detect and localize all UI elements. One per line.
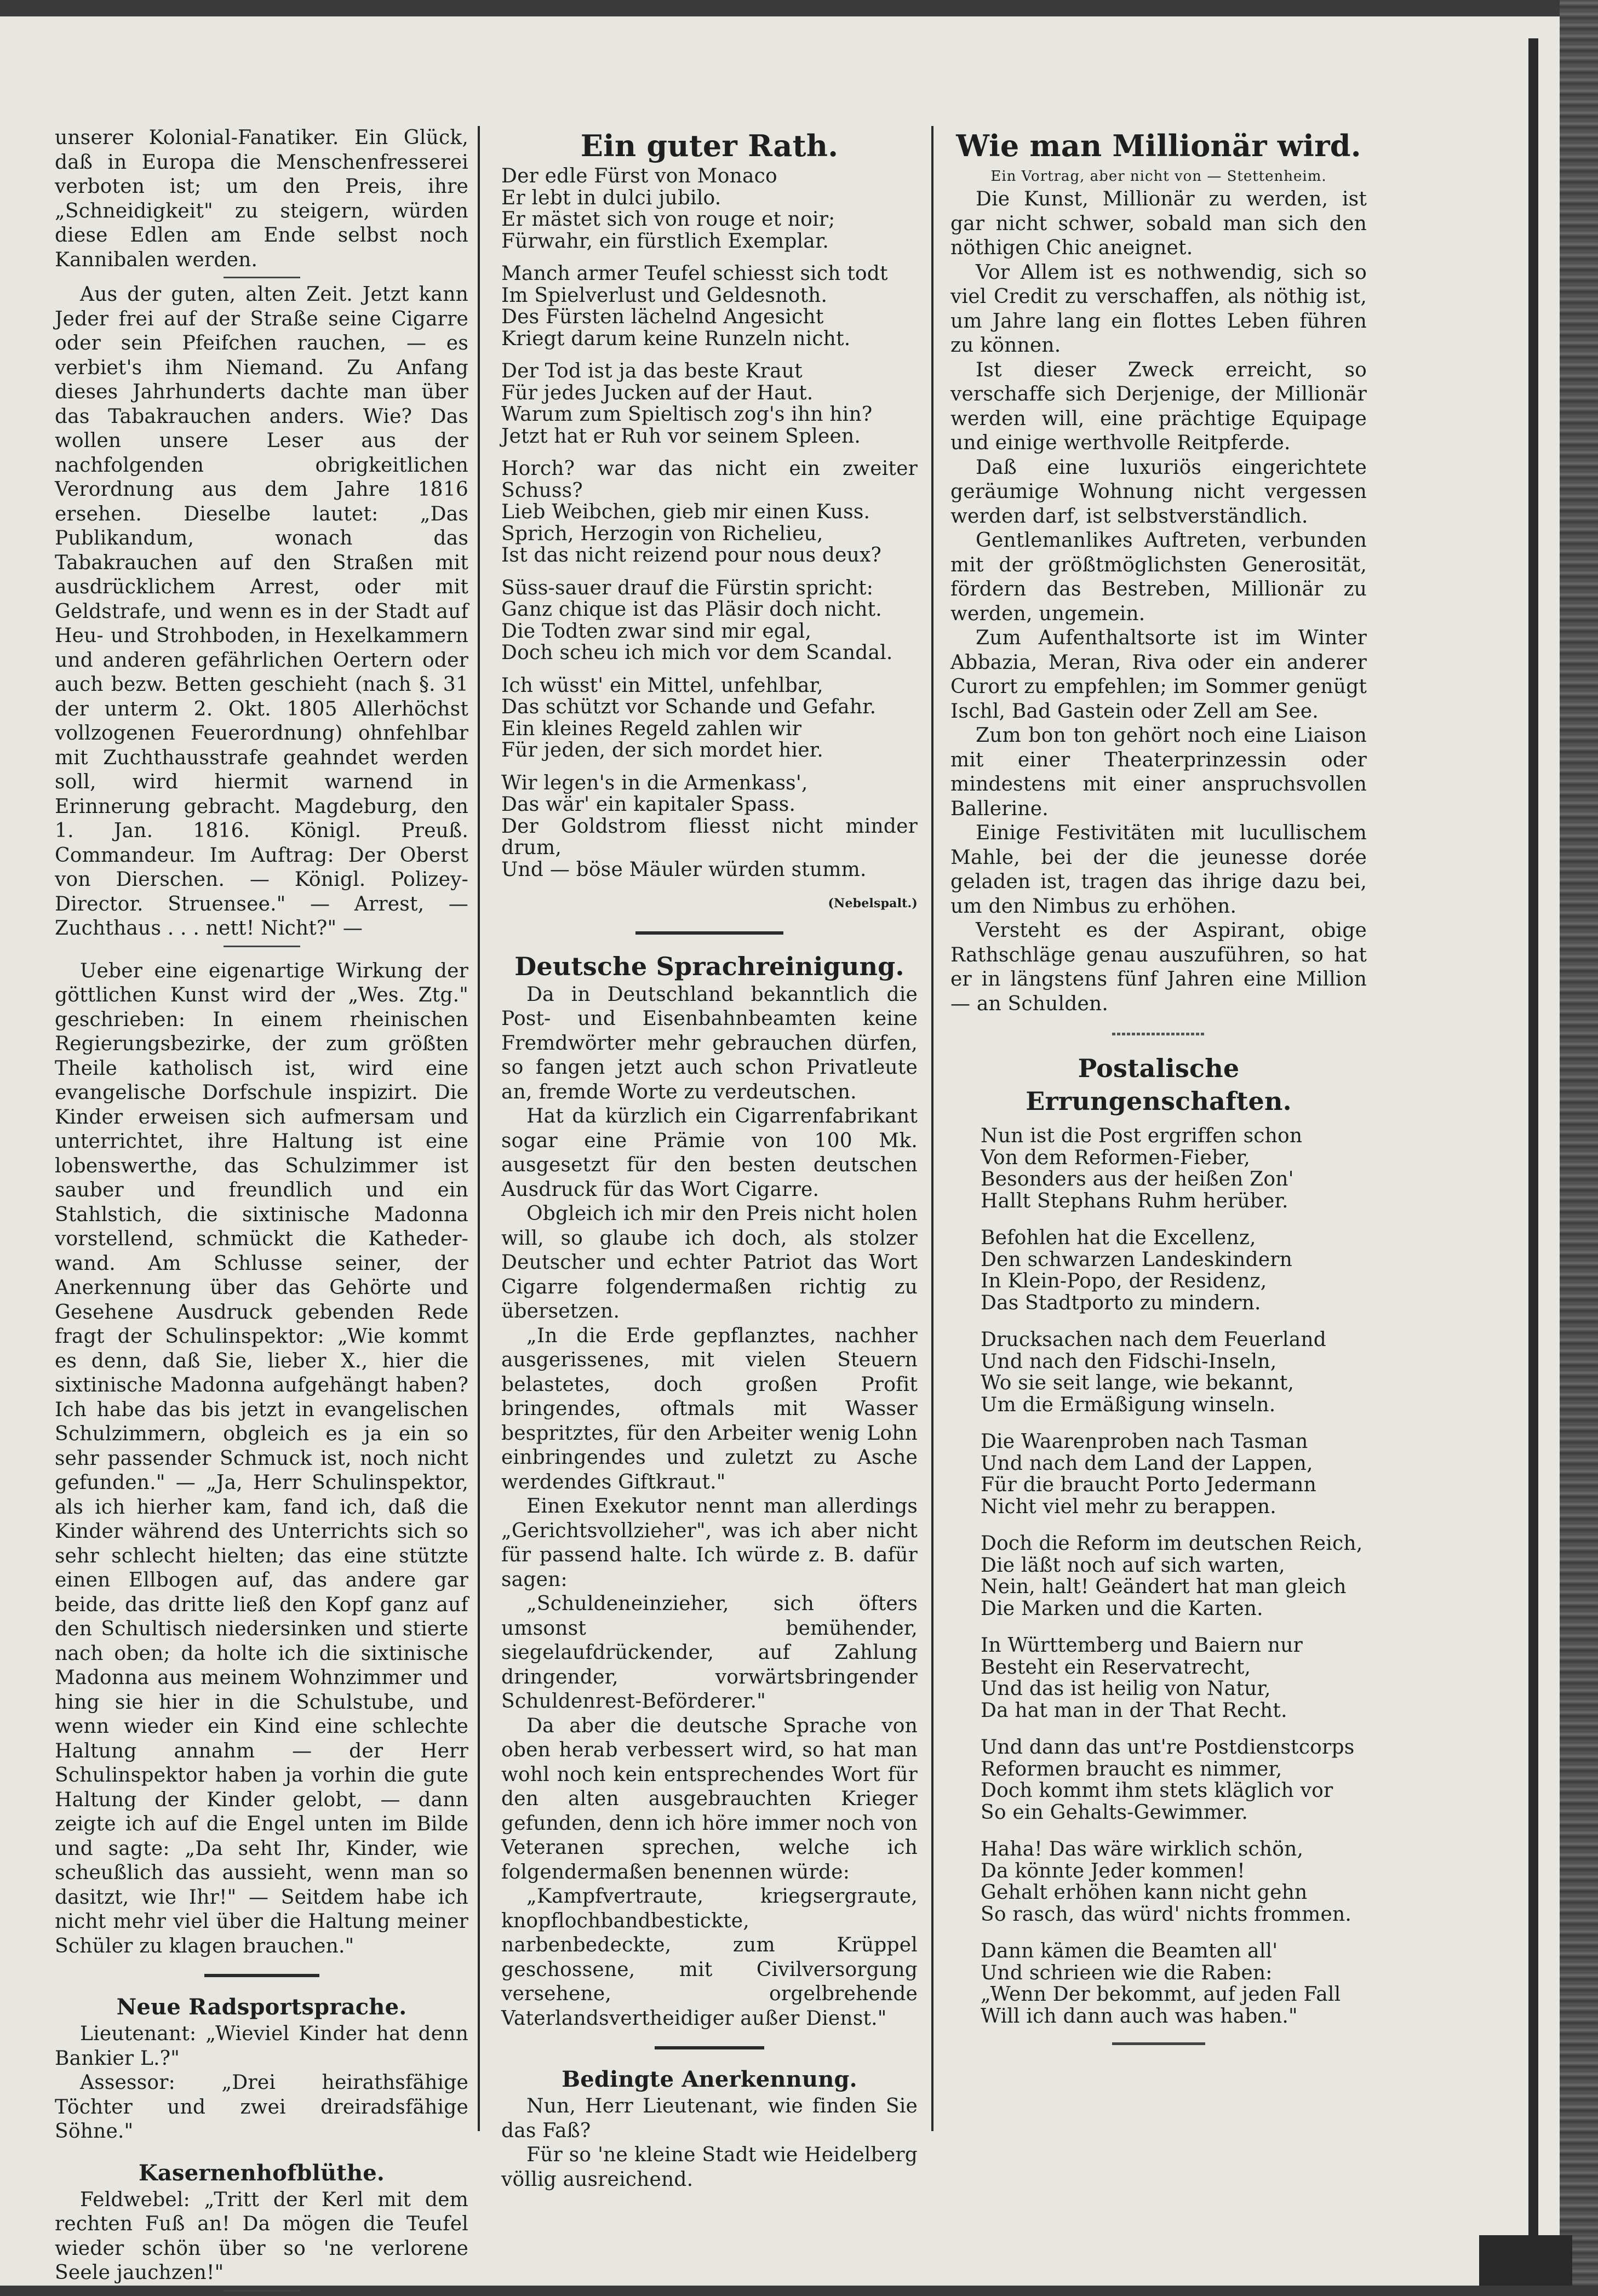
poem-stanza [501,772,918,881]
poem-stanza [501,577,918,664]
poem-line: Nein, halt! Geändert hat man gleich [981,1576,1347,1598]
poem-line: Befohlen hat die Excellenz, [981,1227,1256,1249]
article-text: Zum Aufenthaltsorte ist im Winter Abbazia, Meran, Riva oder ein anderer Curort zu empfehlen; im Sommer genügt Ischl, Bad Gastein oder Zell am See. [950,627,1367,723]
article-text: „Schuldeneinzieher, sich öfters umsonst bemühender, siegelaufdrückender, auf Zahlung dringender, vorwärtsbringender Schuldenrest-Beförderer." [501,1593,918,1713]
poem-line: Doch kommt ihm stets kläglich vor [981,1779,1333,1802]
article-text: Feldwebel: „Tritt der Kerl mit dem rechten Fuß an! Da mögen die Teufel wieder schön über so 'ne verlorene Seele jauchzen!" [55,2188,468,2284]
article-text: Ueber eine eigenartige Wirkung der göttlichen Kunst wird der „Wes. Ztg." geschrieben: In einem rheinischen Regierungsbezirke, der zum größten Theile katholisch ist, wird eine evangelische Dorfschule inspizirt. Die Kinder erweisen sich aufmersam und unterrichtet, ihre Haltung ist eine lobenswerthe, das Schulzimmer ist sauber und freundlich und ein Stahlstich, die sixtinische Madonna vorstellend, schmückt die Katheder-wand. Am Schlusse seiner, der Anerkennung über das Gehörte und Gesehene Ausdruck gebenden Rede fragt der Schulinspektor: „Wie kommt es denn, daß Sie, lieber X., hier die sixtinische Madonna aufgehängt haben? Ich habe das bis jetzt in evangelischen Schulzimmern, obgleich es ja ein so sehr passender Schmuck ist, noch nicht gefunden." — „Ja, Herr Schulinspektor, als ich hierher kam, fand ich, daß die Kinder während des Unterrichts sich so sehr schlecht hielten; das eine stützte einen Ellbogen auf, das andere gar beide, das dritte ließ den Kopf ganz auf den Schultisch niedersinken und stierte nach oben; da holte ich die sixtinische Madonna aus meinem Wohnzimmer und hing sie hier in die Schulstube, und wenn wieder ein Kind eine schlechte Haltung annahm — der Herr Schulinspektor haben ja vorhin die gute Haltung der Kinder gelobt, — dann zeigte ich auf die Engel unten im Bilde und sagte: „Da seht Ihr, Kinder, wie scheußlich das aussieht, wenn man so dasitzt, wie Ihr!" — Seitdem habe ich nicht mehr viel über die Haltung meiner Schüler zu klagen brauchen." [55,959,468,1957]
article-text: „Kampfvertraute, kriegsergraute, knopflochbandbestickte, narbenbedeckte, zum Krüppel geschossene, mit Civilversorgung versehene, orgelbrehende Vaterlandsvertheidiger außer Dienst." [501,1885,918,2030]
poem-stanza [981,1533,1367,1619]
poem-line: Doch scheu ich mich vor dem Scandal. [501,642,893,664]
page-corner-shadow [1479,2235,1572,2286]
article-text: Vor Allem ist es nothwendig, sich so viel Credit zu verschaffen, als nöthig ist, um Jahre lang ein flottes Leben führen zu können. [950,261,1367,357]
poem-line: Im Spielverlust und Geldesnoth. [501,284,828,307]
poem-line: Nun ist die Post ergriffen schon [981,1125,1303,1147]
poem-line: Und schrieen wie die Raben: [981,1961,1273,1984]
poem-line: Drucksachen nach dem Feuerland [981,1329,1327,1351]
poem-line: „Wenn Der bekommt, auf jeden Fall [981,1983,1341,2006]
poem-line: Will ich dann auch was haben." [981,2005,1298,2028]
article-text: Aus der guten, alten Zeit. Jetzt kann Jeder frei auf der Straße seine Cigarre oder sein Pfeifchen rauchen, — es verbiet's ihm Niemand. Zu Anfang dieses Jahrhunderts dachte man über das Tabakrauchen anders. Wie? Das wollen unsere Leser aus der nachfolgenden obrigkeitlichen Verordnung aus dem Jahre 1816 ersehen. Dieselbe lautet: „Das Publikandum, wonach das Tabakrauchen auf den Straßen mit ausdrücklichem Arrest, oder mit Geldstrafe, und wenn es in der Stadt auf Heu- und Strohboden, in Hexelkammern und anderen gefährlichen Oertern oder auch bezw. Betten geschieht (nach §. 31 der unterm 2. Okt. 1805 Allerhöchst vollzogenen Feuerordnung) ohnfehlbar mit Zuchthausstrafe geahndet werden soll, wird hiermit warnend in Erinnerung gebracht. Magdeburg, den 1. Jan. 1816. Königl. Preuß. Commandeur. Im Auftrag: Der Oberst von Dierschen. — Königl. Polizey-Director. Struensee." — Arrest, — Zuchthaus . . . nett! Nicht?" — [55,283,468,940]
poem-line: Ist das nicht reizend pour nous deux? [501,544,882,566]
separator [1112,2042,1205,2045]
poem-line: Die Waarenproben nach Tasman [981,1430,1308,1453]
separator [204,1974,319,1977]
poem-line: Lieb Weibchen, gieb mir einen Kuss. [501,501,870,523]
separator [1112,1033,1205,1035]
article-text: Die Kunst, Millionär zu werden, ist gar nicht schwer, sobald man sich den nöthigen Chic aneignet. [950,188,1367,259]
poem-stanza [501,165,918,252]
column-2 [501,126,918,2192]
poem-line: Ein kleines Regeld zahlen wir [501,717,802,740]
article-text: Daß eine luxuriös eingerichtete geräumige Wohnung nicht vergessen werden darf, ist selbstverständlich. [950,456,1367,528]
separator [655,2046,764,2049]
poem-line: Doch die Reform im deutschen Reich, [981,1532,1363,1555]
column-3 [950,126,1367,2049]
poem-stanza [981,1737,1367,1823]
poem-line: Der edle Fürst von Monaco [501,165,777,187]
poem-line: Das wär' ein kapitaler Spass. [501,793,796,816]
poem-line: Kriegt darum keine Runzeln nicht. [501,327,851,350]
separator [635,931,783,935]
poem-line: Ganz chique ist das Pläsir doch nicht. [501,598,882,621]
separator [224,946,300,947]
poem-line: Er mästet sich von rouge et noir; [501,208,835,231]
section-heading: Kasernenhofblüthe. [138,2160,385,2186]
article-text: Da aber die deutsche Sprache von oben herab verbessert wird, so hat man wohl noch kein entsprechendes Wort für den alten ausgebrauchten Krieger gefunden, denn ich höre immer noch von Veteranen sprechen, welche ich folgendermaßen benennen würde: [501,1714,918,1883]
page-edge-shadow [1528,38,1538,2257]
article-text: Einen Exekutor nennt man allerdings „Gerichtsvollzieher", was ich aber nicht für passend halte. Ich würde z. B. dafür sagen: [501,1495,918,1591]
poem-line: Für jedes Jucken auf der Haut. [501,381,814,404]
poem-line: Der Tod ist ja das beste Kraut [501,360,803,382]
article-text: Versteht es der Aspirant, obige Rathschläge genau auszuführen, so hat er in längstens fünf Jahren eine Million — an Schulden. [950,919,1367,1015]
poem-line: Sprich, Herzogin von Richelieu, [501,522,823,545]
poem-line: Süss-sauer drauf die Fürstin spricht: [501,576,874,599]
poem-line: So ein Gehalts-Gewimmer. [981,1801,1248,1824]
poem-line: Hallt Stephans Ruhm herüber. [981,1189,1288,1212]
poem-line: Die läßt noch auf sich warten, [981,1554,1285,1577]
poem-line: Besteht ein Reservatrecht, [981,1656,1251,1679]
article-text: Hat da kürzlich ein Cigarrenfabrikant sogar eine Prämie von 100 Mk. ausgesetzt für den besten deutschen Ausdruck für das Wort Cigarre. [501,1105,918,1201]
poem-line: Jetzt hat er Ruh vor seinem Spleen. [501,425,861,448]
poem-line: Die Todten zwar sind mir egal, [501,620,812,643]
poem-stanza [981,1839,1367,1925]
poem-line: Er lebt in dulci jubilo. [501,186,721,209]
poem-line: Gehalt erhöhen kann nicht gehn [981,1881,1308,1904]
poem-stanza [501,675,918,761]
article-text: „In die Erde gepflanztes, nachher ausgerissenes, mit vielen Steuern belastetes, doch großen Profit bringendes, oftmals mit Wasser bespritztes, für den Arbeiter wenig Lohn einbringendes und zuletzt zu Asche werdendes Giftkraut." [501,1324,918,1493]
article-text: Für so 'ne kleine Stadt wie Heidelberg völlig ausreichend. [501,2144,918,2191]
section-heading: Bedingte Anerkennung. [562,2066,857,2092]
poem-stanza [981,1940,1367,2027]
section-heading: Deutsche Sprachreinigung. [514,951,904,981]
article-text: Zum bon ton gehört noch eine Liaison mit einer Theaterprinzessin oder mindestens mit einer anspruchsvollen Ballerine. [950,724,1367,820]
poem-line: Besonders aus der heißen Zon' [981,1168,1294,1190]
poem-line: Warum zum Spieltisch zog's ihn hin? [501,403,873,426]
poem-line: Und — böse Mäuler würden stumm. [501,858,867,881]
poem-line: Und das ist heilig von Natur, [981,1677,1271,1700]
poem-stanza [501,263,918,350]
article-text: Einige Festivitäten mit lucullischem Mahle, bei der die jeunesse dorée geladen ist, tragen das ihrige dazu bei, um den Nimbus zu erhöhen. [950,822,1367,918]
poem-stanza [981,1227,1367,1314]
poem-line: Haha! Das wäre wirklich schön, [981,1838,1304,1860]
poem-line: Ich wüsst' ein Mittel, unfehlbar, [501,674,823,697]
poem-stanza [501,458,918,566]
article-text: unserer Kolonial-Fanatiker. Ein Glück, daß in Europa die Menschenfresserei verboten ist; um den Preis, ihre „Schneidigkeit" zu steigern, würden diese Edlen am Ende selbst noch Kannibalen werden. [55,127,468,271]
poem-line: Wo sie seit lange, wie bekannt, [981,1372,1295,1394]
article-text: Gentlemanlikes Auftreten, verbunden mit der größtmöglichsten Generosität, fördern das Bestreben, Millionär zu werden, ungemein. [950,529,1367,625]
poem-title: Postalische Errungenschaften. [1026,1053,1292,1116]
poem-title: Ein guter Rath. [580,128,839,163]
poem-line: Da könnte Jeder kommen! [981,1859,1245,1882]
poem-stanza [501,360,918,447]
poem-line: Von dem Reformen-Fieber, [981,1146,1250,1169]
poem-line: Wir legen's in die Armenkass', [501,771,808,794]
poem-line: Für die braucht Porto Jedermann [981,1474,1316,1496]
poem-line: Des Fürsten lächelnd Angesicht [501,306,824,328]
poem-line: Den schwarzen Landeskindern [981,1248,1293,1271]
poem-line: Für jeden, der sich mordet hier. [501,739,823,761]
article-text: Da in Deutschland bekanntlich die Post- und Eisenbahnbeamten keine Fremdwörter mehr gebrauchen dürfen, so fangen jetzt auch schon Privatleute an, fremde Worte zu verdeutschen. [501,983,918,1103]
poem-line: Das schützt vor Schande und Gefahr. [501,696,877,718]
poem-line: In Klein-Popo, der Residenz, [981,1270,1267,1292]
poem-line: Und dann das unt're Postdienstcorps [981,1736,1355,1759]
poem-line: Nicht viel mehr zu berappen. [981,1495,1276,1518]
poem [950,1125,1367,2027]
separator [224,277,300,278]
article-text: Obgleich ich mir den Preis nicht holen will, so glaube ich doch, als stolzer Deutscher und echter Patriot das Wort Cigarre folgendermaßen richtig zu übersetzen. [501,1203,918,1322]
separator [224,2290,300,2292]
column-1 [55,126,468,2296]
binding-edge [1560,0,1598,2286]
poem-line: Reformen braucht es nimmer, [981,1757,1282,1780]
poem-line: Manch armer Teufel schiesst sich todt [501,262,888,285]
section-heading: Neue Radsportsprache. [116,1994,407,2020]
column-rule-2 [931,126,933,2131]
poem-line: Dann kämen die Beamten all' [981,1940,1278,1962]
source-credit: (Nebelspalt.) [828,896,918,911]
poem-line: So rasch, das würd' nichts frommen. [981,1903,1352,1926]
poem-line: Und nach den Fidschi-Inseln, [981,1350,1277,1373]
poem-line: Da hat man in der That Recht. [981,1699,1287,1722]
poem-line: Horch? war das nicht ein zweiter Schuss? [501,457,918,502]
poem-line: In Württemberg und Baiern nur [981,1634,1303,1657]
poem-line: Die Marken und die Karten. [981,1597,1263,1620]
poem-stanza [981,1125,1367,1212]
poem-line: Der Goldstrom fliesst nicht minder drum, [501,815,918,859]
article-text: Assessor: „Drei heirathsfähige Töchter und zwei dreiradsfähige Söhne." [55,2071,468,2143]
poem-line: Um die Ermäßigung winseln. [981,1393,1276,1416]
poem-line: Das Stadtporto zu mindern. [981,1291,1261,1314]
poem-stanza [981,1329,1367,1416]
article-subtitle: Ein Vortrag, aber nicht von — Stettenheim. [990,168,1327,185]
article-title: Wie man Millionär wird. [956,128,1361,163]
poem-line: Und nach dem Land der Lappen, [981,1452,1313,1475]
poem-stanza [981,1431,1367,1518]
article-text: Ist dieser Zweck erreicht, so verschaffe sich Derjenige, der Millionär werden will, eine prächtige Equipage und einige werthvolle Reitpferde. [950,358,1367,454]
poem-stanza [981,1635,1367,1721]
article-text: Lieutenant: „Wieviel Kinder hat denn Bankier L.?" [55,2023,468,2070]
poem [501,165,918,880]
column-rule-1 [478,126,480,2131]
article-text: Nun, Herr Lieutenant, wie finden Sie das Faß? [501,2095,918,2142]
poem-line: Fürwahr, ein fürstlich Exemplar. [501,230,829,253]
